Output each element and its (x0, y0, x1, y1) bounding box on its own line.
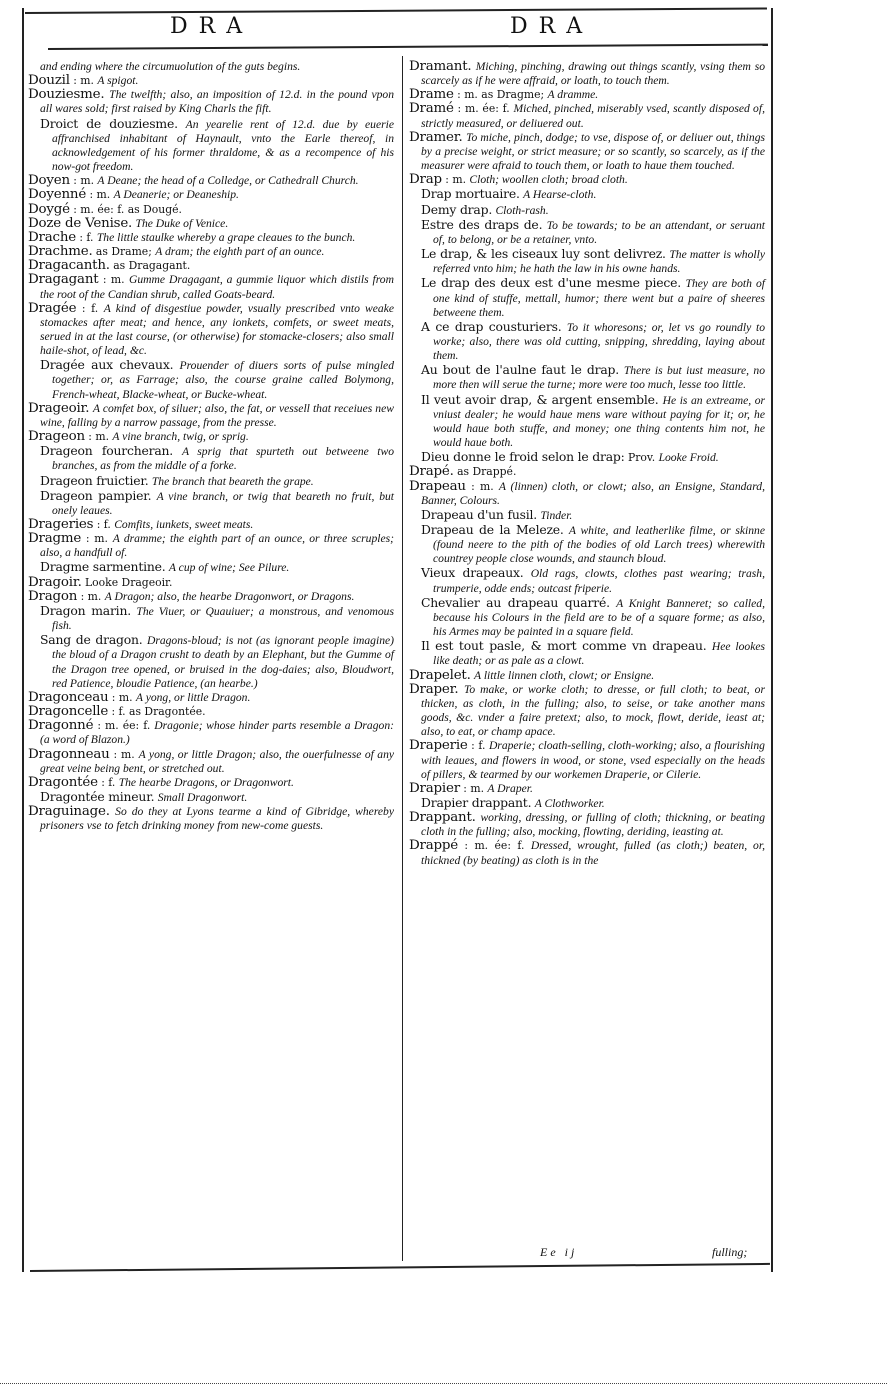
headword: Dragontée mineur. (40, 788, 155, 804)
headword: Dragoncelle (28, 704, 109, 720)
grammar-note: : f. (79, 230, 94, 244)
headword: Dragme (28, 531, 82, 547)
definition: A yong, or little Dragon; also, the ouerfulnesse of any great veine being bent, or stretched out. (40, 747, 395, 775)
headword: Dragon (28, 588, 78, 604)
headword: Drame (409, 87, 454, 103)
definition: A dramme; the eighth part of an ounce, or three scruples; also, a handfull of. (40, 532, 394, 560)
headword: Dragée aux chevaux. (40, 357, 174, 373)
headword: Doyen (28, 173, 70, 189)
sub-entry (409, 508, 765, 523)
headword: Drache (28, 229, 76, 245)
dictionary-entry (28, 74, 394, 88)
headword: Dragonceau (28, 689, 109, 705)
headword: Dramé (409, 101, 454, 117)
running-head-left: DRA (170, 14, 254, 39)
right-column (409, 60, 765, 868)
sub-entry (28, 560, 394, 575)
sub-entry (409, 393, 765, 451)
grammar-note: : m. (88, 430, 110, 444)
dictionary-entry (28, 748, 394, 776)
grammar-note: : m. ée: f. (97, 719, 151, 733)
headword: Doygé (28, 201, 70, 217)
dictionary-entry (409, 839, 765, 867)
sub-entry (28, 117, 394, 175)
grammar-note: : m. ée: f. as Dougé. (73, 202, 182, 216)
signature-mark: Ee ij (540, 1245, 578, 1259)
definition: A Deane; the head of a Colledge, or Cathedrall Church. (97, 174, 359, 188)
headword: Le drap, & les ciseaux luy sont delivrez. (421, 246, 666, 262)
sub-entry (409, 218, 765, 247)
definition: Dressed, wrought, fulled (as cloth;) beaten, or, thickned (by beating) as cloth is in the (421, 839, 765, 867)
headword: Au bout de l'aulne faut le drap. (421, 362, 619, 378)
headword: Drachme. (28, 244, 93, 260)
headword: Drapelet. (409, 667, 471, 683)
headword: Draper. (409, 681, 459, 697)
definition: A kind of disgestiue powder, vsually prescribed vnto weake stomackes after meat; and hence, any ionkets, comfets, or sweet meats, serued in at the last course, (or otherwise) for stomacke-closers; also small haile-shot, of lead, &c. (40, 301, 394, 358)
headword: Drappant. (409, 810, 476, 826)
dictionary-entry (28, 188, 394, 202)
dictionary-entry (28, 203, 394, 217)
headword: Sang de dragon. (40, 632, 143, 648)
definition: Old rags, clowts, clothes past wearing; trash, trumperie, odde ends; outcast friperie. (433, 567, 766, 595)
definition: Cloth; woollen cloth; broad cloth. (469, 173, 628, 187)
headword: Dragon marin. (40, 602, 131, 618)
grammar-note: : m. (89, 188, 111, 202)
grammar-note: : m. (113, 747, 135, 761)
headword: Chevalier au drapeau quarré. (421, 594, 610, 610)
headword: Drapé. (409, 464, 454, 480)
grammar-note: Prov. (628, 451, 656, 465)
sub-entry (28, 358, 394, 401)
grammar-note: : m. (73, 74, 94, 88)
headword: Doyenné (28, 187, 87, 203)
grammar-note: : f. as Dragontée. (111, 705, 206, 719)
definition: A Hearse-cloth. (523, 188, 597, 202)
definition: working, dressing, or fulling of cloth; thickning, or beating cloth in the fulling; also, mocking, flowting, deriding, ieasting at. (421, 811, 765, 839)
dictionary-entry (409, 102, 765, 130)
grammar-note: : m. ée: f. (457, 102, 510, 116)
headword: Dramer. (409, 129, 463, 145)
running-head-right: DRA (510, 14, 594, 39)
definition: Hee lookes like death; or as pale as a clowt. (433, 640, 765, 668)
dictionary-entry (28, 719, 394, 747)
headword: Draguinage. (28, 804, 110, 820)
headword: Le drap des deux est d'une mesme piece. (421, 275, 681, 291)
sub-entry (409, 363, 765, 392)
grammar-note: : m. (111, 690, 133, 704)
sub-entry (409, 596, 765, 639)
grammar-note: : m. as Dragme; (457, 88, 545, 102)
dictionary-entry (28, 776, 394, 790)
headword: Drageoir. (28, 400, 90, 416)
headword: A ce drap cousturiers. (421, 318, 562, 334)
definition: The branch that beareth the grape. (151, 474, 314, 488)
headword: Il veut avoir drap, & argent ensemble. (421, 391, 659, 407)
dictionary-entry (409, 131, 765, 173)
sub-entry (28, 489, 394, 518)
dictionary-entry (409, 782, 765, 796)
dictionary-entry (28, 88, 394, 116)
definition: To make, or worke cloth; to dresse, or full cloth; to beat, or thicken, as cloth, in the fulling; also, to seise, or take another mans goods, &c. vnder a faire pretext; also, to mock, flowt, deride, ieast at; also, to eat, or champ apace. (421, 682, 765, 739)
definition: Dragons-bloud; is not (as ignorant people imagine) the bloud of a Dragon crusht to death by an Elephant, but the Gumme of the Dragon tree opened, or bruised in the dog-daies; also, Bloudwort, red Patience, bloudie Patience, (an hearbe.) (52, 634, 394, 690)
definition: A comfet box, of siluer; also, the fat, or vessell that receiues new wine, falling by a narrow passage, from the presse. (40, 401, 394, 429)
grammar-note: : m. (80, 589, 102, 603)
grammar-note: : m. (445, 173, 467, 187)
headword: Drapeau d'un fusil. (421, 506, 538, 522)
dictionary-entry (28, 518, 394, 532)
dictionary-entry (28, 174, 394, 188)
sub-entry (409, 796, 765, 811)
definition: A cup of wine; See Pilure. (168, 561, 290, 575)
definition: A yong, or little Dragon. (135, 690, 251, 704)
grammar-note: : m. (85, 532, 108, 546)
grammar-note: : m. ée: f. (464, 839, 525, 853)
sub-entry (409, 203, 765, 218)
headword: Dragagant (28, 272, 99, 288)
grammar-note: : f. (81, 301, 99, 315)
dictionary-entry (28, 231, 394, 245)
definition: Dragonie; whose hinder parts resemble a Dragon: (a word of Blazon.) (40, 719, 394, 747)
dictionary-entry (28, 705, 394, 719)
definition: The twelfth; also, an imposition of 12.d. in the pound vpon all wares sold; first raised by King Charls the fift. (40, 88, 395, 116)
headword: Drageon pampier. (40, 487, 152, 503)
headword: Dramant. (409, 59, 472, 74)
definition: He is an extreame, or vniust dealer; he would haue mens ware without paying for it; or, he would haue both stuffe, and money; one thing contents him not, he would haue both. (433, 393, 766, 450)
headword: Estre des draps de. (421, 216, 543, 232)
definition: A (linnen) cloth, or clowt; also, an Ensigne, Standard, Banner, Colours. (421, 479, 765, 507)
definition: A sprig that spurteth out betweene two branches, as from the middle of a forke. (52, 445, 394, 473)
dictionary-entry (28, 273, 394, 301)
headword: Drap (409, 172, 442, 188)
headword: Dragonné (28, 718, 94, 734)
sub-entry (409, 639, 765, 668)
sub-entry (409, 450, 765, 465)
column-divider (402, 56, 403, 1261)
dictionary-entry (28, 576, 394, 590)
dictionary-entry (409, 480, 765, 508)
grammar-note: : m. (471, 479, 494, 493)
headword: Dragme sarmentine. (40, 559, 166, 575)
headword: Drageries (28, 517, 94, 532)
definition: Miching, pinching, drawing out things scantly, vsing them so scarcely as if he were affraid, or loath, to touch them. (421, 60, 765, 88)
headword: Droict de douziesme. (40, 115, 178, 131)
dictionary-entry (28, 532, 394, 560)
headword: Draperie (409, 738, 468, 754)
definition: The Viuer, or Quauiuer; a monstrous, and venomous fish. (52, 604, 394, 633)
definition: A vine branch, twig, or sprig. (112, 430, 249, 444)
dictionary-entry (28, 245, 394, 259)
headword: Il est tout pasle, & mort comme vn drapeau. (421, 638, 707, 654)
dictionary-entry (409, 60, 765, 88)
dictionary-entry (409, 173, 765, 187)
dictionary-entry (409, 739, 765, 781)
sub-entry (409, 187, 765, 202)
definition: So do they at Lyons tearme a kind of Gibridge, whereby prisoners vse to fetch drinking money from new-come guests. (40, 805, 394, 833)
headword: Drageon fruictier. (40, 472, 149, 488)
definition: The little staulke whereby a grape cleaues to the bunch. (96, 230, 356, 244)
dictionary-entry (409, 465, 765, 479)
headword: Dragée (28, 300, 77, 316)
definition: The matter is wholly referred vnto him; he hath the law in his owne hands. (433, 248, 765, 276)
dictionary-entry (28, 217, 394, 231)
dictionary-entry (28, 430, 394, 444)
definition: A Deanerie; or Deaneship. (113, 188, 239, 202)
headword: Vieux drapeaux. (421, 565, 524, 581)
headword: Drap mortuaire. (421, 186, 520, 202)
sub-entry (28, 444, 394, 473)
grammar-note: as Dragagant. (113, 259, 191, 273)
dictionary-entry (28, 691, 394, 705)
definition: An yearelie rent of 12.d. due by euerie affranchised inhabitant of Haynault, vnto the Earle thereof, in acknowledgement of his former thraldome, & as a recompence of his now-got freedom. (52, 117, 394, 174)
headword: Dieu donne le froid selon le drap: (421, 449, 625, 465)
dictionary-entry (28, 402, 394, 430)
grammar-note: Looke Drageoir. (85, 575, 173, 589)
definition: To be towards; to be an attendant, or seruant of, to belong, or be a retainer, vnto. (433, 218, 765, 246)
dictionary-entry (409, 683, 765, 740)
definition: Cloth-rash. (495, 203, 549, 217)
headword: Drapier drappant. (421, 794, 532, 810)
headword: Drageon fourcheran. (40, 443, 174, 459)
sub-entry (28, 474, 394, 489)
scan-edge-rule (0, 1383, 887, 1384)
definition: Prouender of diuers sorts of pulse mingled together; or, as Farrage; also, the course graine called Bolymong, French-wheat, Blacke-wheat, or Bucke-wheat. (52, 359, 394, 401)
definition: A spigot. (97, 74, 139, 88)
definition: A little linnen cloth, clowt; or Ensigne. (474, 668, 655, 682)
definition: Tinder. (540, 508, 573, 522)
dictionary-entry (28, 259, 394, 273)
sub-entry (28, 790, 394, 805)
headword: Drappé (409, 838, 458, 854)
definition: A white, and leatherlike filme, or skinne (found neere to the pith of the bodies of old Larch trees) wherewith countrey people close wounds, and staunch bloud. (433, 524, 765, 566)
sub-entry (409, 276, 765, 319)
grammar-note: : m. (73, 174, 95, 188)
grammar-note: : f. (471, 739, 486, 753)
definition: Draperie; cloath-selling, cloth-working; also, a flourishing with leaues, and flowers in wood, or stone, vsed especially on the heads of pillers, & tearmed by our workemen Draperie, or Cilerie. (421, 739, 765, 781)
definition: A vine branch, or twig that beareth no fruit, but onely leaues. (52, 489, 395, 517)
definition: A Knight Banneret; so called, because his Colours in the field are to be of a square forme; as also, his Armes may be painted in a square field. (433, 596, 765, 639)
headword: Dragoir. (28, 574, 82, 590)
sub-entry (409, 247, 765, 276)
dictionary-entry (409, 88, 765, 102)
definition: Small Dragonwort. (157, 790, 248, 804)
headword: Drapeau de la Meleze. (421, 522, 564, 537)
grammar-note: : f. (101, 775, 116, 789)
grammar-note: : f. (96, 518, 111, 531)
definition: Comfits, iunkets, sweet meats. (114, 518, 254, 531)
catchword: fulling; (712, 1245, 748, 1259)
headword: Drageon (28, 429, 85, 445)
headword: Dragacanth. (28, 258, 110, 274)
definition: To miche, pinch, dodge; to vse, dispose of, or deliuer out, things by a precise weight, or strict measure; or so scantly, so scarcely, as if the measurer were afraid to touch them, or loath to haue them touched. (421, 130, 766, 173)
left-column (28, 60, 394, 833)
grammar-note: as Drame; (95, 245, 152, 259)
headword: Douziesme. (28, 87, 105, 103)
definition: To it whoresons; or, let vs go roundly to worke; also, there was old cutting, snipping, shredding, laying about them. (433, 320, 766, 363)
definition: A dram; the eighth part of an ounce. (155, 245, 325, 259)
sub-entry (409, 320, 765, 363)
headword: Drapeau (409, 478, 466, 494)
headword: Doze de Venise. (28, 215, 133, 231)
grammar-note: : m. (102, 273, 125, 287)
definition: Miched, pinched, miserably vsed, scantly disposed of, strictly measured, or deliuered out. (421, 102, 765, 130)
definition: There is but iust measure, no more then will serue the turne; more were too much, lesse too little. (433, 364, 765, 392)
sub-entry (28, 604, 394, 633)
headword: Dragonneau (28, 746, 110, 762)
headword: Douzil (28, 73, 70, 89)
headword: Drapier (409, 780, 460, 796)
definition: The hearbe Dragons, or Dragonwort. (118, 775, 294, 789)
sub-entry (409, 523, 765, 566)
definition: The Duke of Venice. (135, 216, 229, 230)
definition: A dramme. (547, 88, 599, 102)
definition: A Clothworker. (534, 796, 605, 810)
sub-entry (409, 566, 765, 595)
definition: Looke Froid. (658, 451, 719, 465)
definition: and ending where the circumuolution of the guts begins. (40, 60, 301, 73)
dictionary-entry (409, 811, 765, 839)
dictionary-entry (28, 805, 394, 833)
grammar-note: : m. (463, 781, 485, 795)
sub-entry (28, 633, 394, 691)
dictionary-entry (409, 669, 765, 683)
grammar-note: as Drappé. (457, 465, 517, 479)
definition: Gumme Dragagant, a gummie liquor which distils from the root of the Candian shrub, called Goats-beard. (40, 273, 394, 301)
definition: A Dragon; also, the hearbe Dragonwort, or Dragons. (104, 589, 355, 603)
continued-entry (28, 60, 394, 74)
dictionary-entry (28, 590, 394, 604)
headword: Demy drap. (421, 201, 493, 217)
definition: A Draper. (487, 781, 533, 795)
definition: They are both of one kind of stuffe, mettall, humor; there went but a paire of sheeres betweene them. (433, 277, 765, 319)
headword: Dragontée (28, 774, 98, 790)
dictionary-entry (28, 302, 394, 359)
